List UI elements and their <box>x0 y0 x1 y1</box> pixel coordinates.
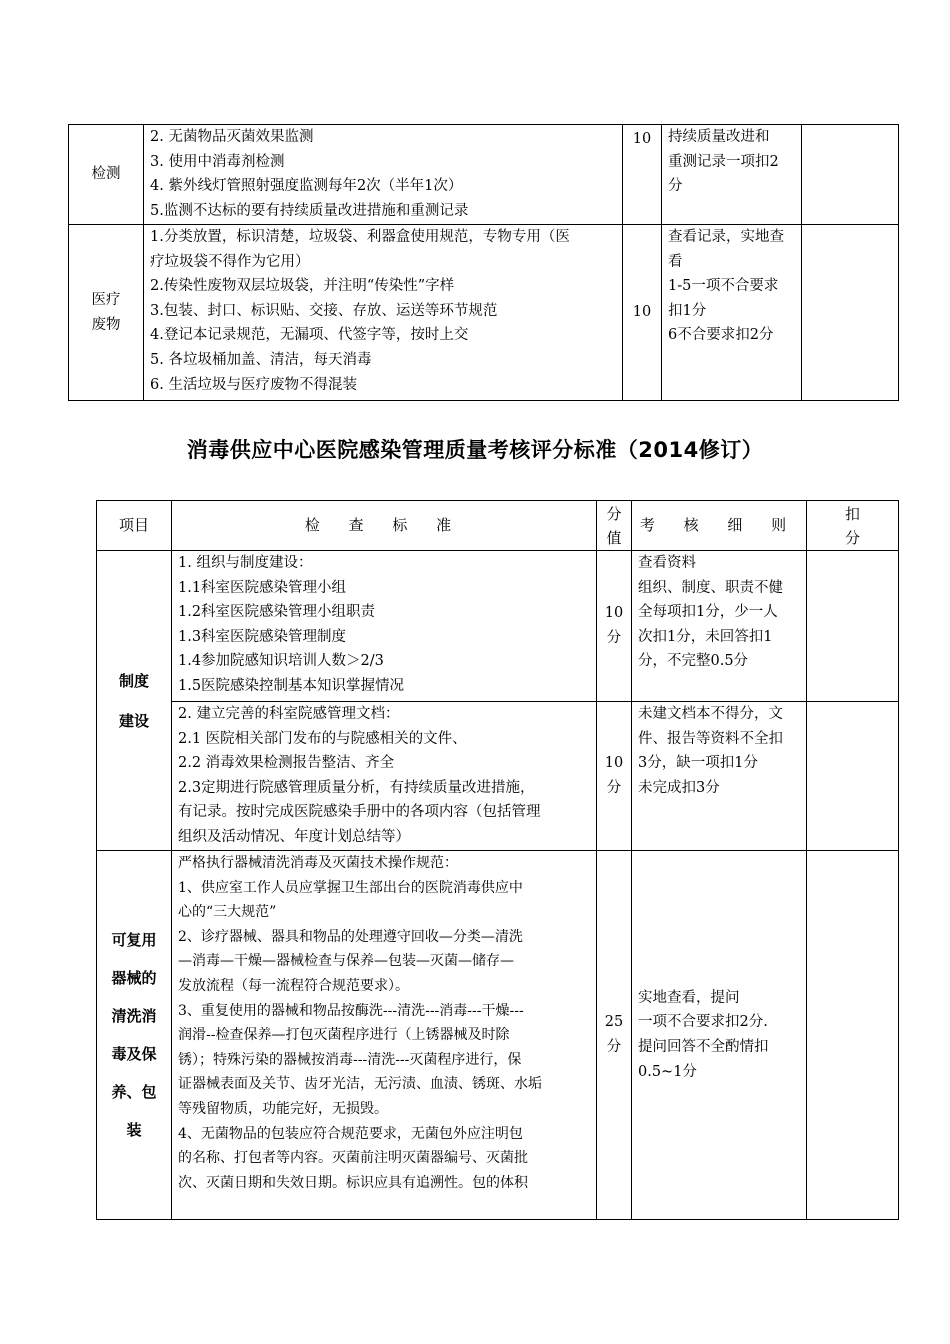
rule-line: 查看资料 <box>638 555 696 571</box>
criteria-line: 2.传染性废物双层垃圾袋，并注明“传染性”字样 <box>150 278 455 295</box>
score-value: 25 <box>604 1014 624 1031</box>
criteria-line: 有记录。按时完成医院感染手册中的各项内容（包括管理 <box>178 804 541 821</box>
table-header <box>97 501 899 551</box>
header-criteria <box>172 501 597 551</box>
item-label: 检测 <box>91 166 121 183</box>
item-label: 毒及保 <box>111 1045 157 1063</box>
score-cell <box>597 851 632 1220</box>
criteria-line: 4、无菌物品的包装应符合规范要求，无菌包外应注明包 <box>178 1125 523 1142</box>
rule-line: 组织、制度、职责不健 <box>638 579 783 596</box>
criteria-line: 2. 建立完善的科室院感管理文档： <box>178 706 400 722</box>
rule-line: 查看记录，实地查 <box>668 229 784 245</box>
rule-line: 一项不合要求扣2分. <box>638 1014 768 1031</box>
rule-line: 实地查看，提问 <box>638 989 740 1006</box>
criteria-line: 5.监测不达标的要有持续质量改进措施和重测记录 <box>150 202 469 219</box>
criteria-cell <box>144 225 623 401</box>
criteria-line: 严格执行器械清洗消毒及灭菌技术操作规范： <box>178 855 458 871</box>
rule-line: 分，不完整0.5分 <box>638 653 749 670</box>
rule-line: 0.5~1分 <box>638 1063 697 1080</box>
header-score <box>597 501 632 551</box>
criteria-line: 1.5医院感染控制基本知识掌握情况 <box>178 677 405 694</box>
scoring-table <box>96 500 899 1220</box>
score-unit: 分 <box>606 1039 622 1055</box>
header-deduction <box>807 501 899 551</box>
criteria-line: 2.2 消毒效果检测报告整洁、齐全 <box>178 755 395 772</box>
header-criteria-label: 检 查 标 准 <box>304 516 464 535</box>
criteria-line: 1. 组织与制度建设： <box>178 555 313 571</box>
criteria-line: 1、供应室工作人员应掌握卫生部出台的医院消毒供应中 <box>178 879 523 896</box>
item-label: 制度 <box>118 671 149 690</box>
rule-line: 未完成扣3分 <box>638 779 720 796</box>
criteria-line: 1.3科室医院感染管理制度 <box>178 628 347 645</box>
criteria-line: 5. 各垃圾桶加盖、清洁，每天消毒 <box>150 351 372 368</box>
score-cell <box>623 225 662 401</box>
header-score-label: 分 <box>606 504 622 523</box>
rule-line: 分 <box>668 178 683 195</box>
rules-cell <box>662 125 802 225</box>
criteria-line: 2、诊疗器械、器具和物品的处理遵守回收—分类—清洗 <box>178 928 523 945</box>
rule-line: 提问回答不全酌情扣 <box>638 1039 769 1055</box>
score-unit: 分 <box>606 780 622 796</box>
item-label: 养、包 <box>111 1083 157 1101</box>
table-row-medical-waste <box>69 225 899 401</box>
header-deduction-label: 分 <box>844 528 860 547</box>
header-item-label: 项目 <box>118 516 149 535</box>
rule-line: 扣1分 <box>668 302 707 319</box>
criteria-cell <box>172 551 597 702</box>
table-continued <box>68 124 899 401</box>
criteria-cell <box>172 851 597 1220</box>
deduction-cell <box>802 125 899 225</box>
criteria-line: 证器械表面及关节、齿牙光洁，无污渍、血渍、锈斑、水垢 <box>178 1076 542 1093</box>
table-row-system-2 <box>97 702 899 851</box>
criteria-line: 组织及活动情况、年度计划总结等） <box>178 828 410 845</box>
item-label: 医疗 <box>91 291 121 308</box>
deduction-cell <box>802 225 899 401</box>
criteria-line: 1.分类放置，标识清楚，垃圾袋、利器盒使用规范，专物专用（医 <box>150 229 570 245</box>
score-cell <box>597 702 632 851</box>
criteria-line: 发放流程（每一流程符合规范要求）。 <box>178 977 409 994</box>
criteria-line: 1.2科室医院感染管理小组职责 <box>178 604 376 621</box>
section-title: 消毒供应中心医院感染管理质量考核评分标准（2014修订） <box>186 438 764 462</box>
criteria-line: 4.登记本记录规范，无漏项、代签字等，按时上交 <box>150 327 469 344</box>
item-label: 建设 <box>118 711 149 730</box>
score-value: 10 <box>632 131 652 147</box>
criteria-cell <box>172 702 597 851</box>
criteria-line: 6. 生活垃圾与医疗废物不得混装 <box>150 376 357 393</box>
rules-cell <box>632 851 807 1220</box>
criteria-line: 1.1科室医院感染管理小组 <box>178 579 347 596</box>
rules-cell <box>632 702 807 851</box>
rule-line: 件、报告等资料不全扣 <box>638 730 783 747</box>
header-rules-label: 考 核 细 则 <box>639 516 799 535</box>
header-score-label: 值 <box>606 528 622 547</box>
rule-line: 看 <box>668 253 683 270</box>
score-value: 10 <box>604 755 624 772</box>
criteria-cell <box>144 125 623 225</box>
criteria-line: 2. 无菌物品灭菌效果监测 <box>150 129 314 145</box>
criteria-line: 3. 使用中消毒剂检测 <box>150 153 285 170</box>
rule-line: 持续质量改进和 <box>668 129 770 145</box>
criteria-line: 2.3定期进行院感管理质量分析，有持续质量改进措施， <box>178 779 535 796</box>
criteria-line: 疗垃圾袋不得作为它用） <box>150 253 310 270</box>
header-rules <box>632 501 807 551</box>
criteria-line: 1.4参加院感知识培训人数＞2/3 <box>178 653 384 670</box>
criteria-line: 4. 紫外线灯管照射强度监测每年2次（半年1次） <box>150 178 463 195</box>
score-cell <box>623 125 662 225</box>
table-row-system-1 <box>97 551 899 702</box>
criteria-line: 3、重复使用的器械和物品按酶洗---清洗---消毒---干燥--- <box>178 1002 524 1019</box>
item-cell <box>97 851 172 1220</box>
item-label: 清洗消 <box>111 1007 157 1025</box>
rule-line: 1-5一项不合要求 <box>668 278 779 295</box>
rule-line: 重测记录一项扣2 <box>668 153 779 170</box>
rule-line: 未建文档本不得分，文 <box>638 706 783 722</box>
item-cell <box>69 225 144 401</box>
score-unit: 分 <box>606 630 622 646</box>
criteria-line: 心的“三大规范” <box>178 904 277 921</box>
rule-line: 次扣1分，未回答扣1 <box>638 628 773 645</box>
item-label: 装 <box>126 1121 142 1139</box>
criteria-line: 等残留物质，功能完好，无损毁。 <box>178 1100 388 1117</box>
rule-line: 6不合要求扣2分 <box>668 327 774 344</box>
criteria-line: 的名称、打包者等内容。灭菌前注明灭菌器编号、灭菌批 <box>178 1150 528 1167</box>
item-cell <box>97 551 172 851</box>
rules-cell <box>632 551 807 702</box>
rules-cell <box>662 225 802 401</box>
table-row-instrument-cleaning <box>97 851 899 1220</box>
deduction-cell <box>807 551 899 702</box>
item-label: 器械的 <box>111 969 157 987</box>
item-label: 可复用 <box>111 931 157 949</box>
rule-line: 全每项扣1分，少一人 <box>638 604 778 621</box>
item-label: 废物 <box>91 316 121 333</box>
deduction-cell <box>807 851 899 1220</box>
criteria-line: 锈）；特殊污染的器械按消毒---清洗---灭菌程序进行，保 <box>178 1051 522 1068</box>
criteria-line: 2.1 医院相关部门发布的与院感相关的文件、 <box>178 730 467 747</box>
criteria-line: 次、灭菌日期和失效日期。标识应具有追溯性。包的体积 <box>178 1174 528 1191</box>
score-cell <box>597 551 632 702</box>
header-item <box>97 501 172 551</box>
item-cell <box>69 125 144 225</box>
criteria-line: —消毒—干燥—器械检查与保养—包装—灭菌—储存— <box>178 953 514 970</box>
table-row-detection <box>69 125 899 225</box>
deduction-cell <box>807 702 899 851</box>
rule-line: 3分，缺一项扣1分 <box>638 755 758 772</box>
score-value: 10 <box>604 605 624 622</box>
header-deduction-label: 扣 <box>844 504 860 523</box>
criteria-line: 3.包装、封口、标识贴、交接、存放、运送等环节规范 <box>150 302 498 319</box>
score-value: 10 <box>632 304 652 321</box>
criteria-line: 润滑--检查保养—打包灭菌程序进行（上锈器械及时除 <box>178 1027 510 1044</box>
